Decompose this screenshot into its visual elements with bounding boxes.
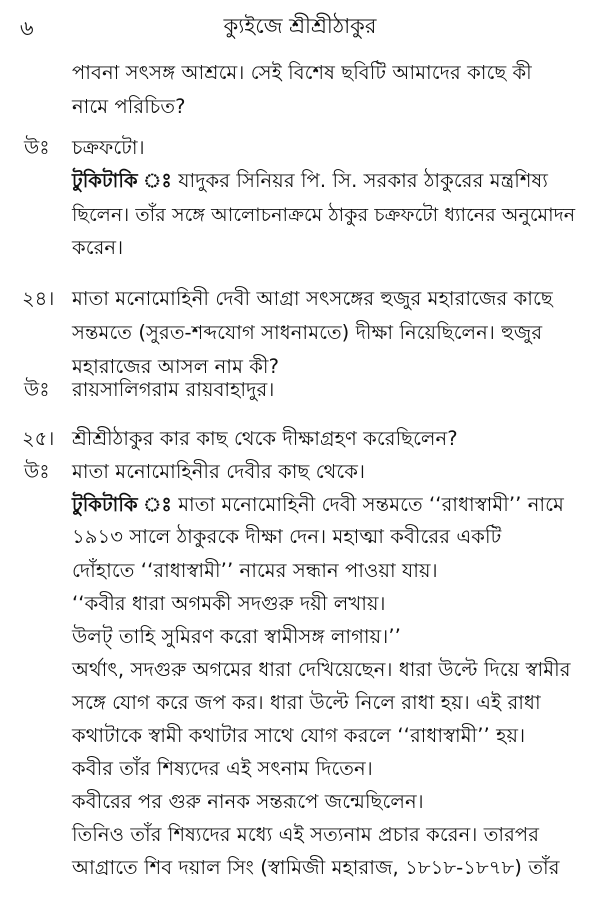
tidbit-25-line-2: ১৯১৩ সালে ঠাকুরকে দীক্ষা দেন। মহাত্মা কবীরের একটি [72, 525, 502, 548]
tidbit-23-line-1 [72, 166, 578, 196]
tidbit-25-line-12: আগ্রাতে শিব দয়াল সিং (স্বামিজী মহারাজ, ১৮১৮-১৮৭৮) তাঁর [72, 856, 560, 879]
answer-23-label: উঃ [24, 136, 50, 159]
page-number: ৬ [20, 16, 34, 40]
tidbit-23-line-3: করেন। [72, 236, 124, 259]
tidbit-25-line-8: কথাটাকে স্বামী কথাটার সাথে যোগ করলে ‘‘রাধাস্বামী’’ হয়। [72, 724, 526, 747]
answer-25-label: উঃ [24, 460, 50, 483]
tidbit-25-line-1-text: মাতা মনোমোহিনী দেবী সন্তমতে ‘‘রাধাস্বামী’’ নামে [171, 493, 564, 516]
tidbit-25-lead: টুকিটাকি ঃ [72, 493, 172, 516]
question-25-number: ২৫। [22, 427, 55, 450]
tidbit-23-lead: টুকিটাকি ঃ [72, 169, 172, 192]
tidbit-25-line-11: তিনিও তাঁর শিষ্যদের মধ্যে এই সত্যনাম প্রচার করেন। তারপর [72, 823, 540, 846]
question-24-line-3: মহারাজের আসল নাম কী? [72, 355, 280, 378]
tidbit-25-line-10: কবীরের পর গুরু নানক সন্তরূপে জন্মেছিলেন। [72, 790, 424, 813]
tidbit-25-line-3: দোঁহাতে ‘‘রাধাস্বামী’’ নামের সন্ধান পাওয়া যায়। [72, 559, 438, 582]
answer-24-text: রায়সালিগরাম রায়বাহাদুর। [72, 378, 275, 401]
tidbit-25-line-1 [72, 490, 578, 520]
tidbit-25-line-7: সঙ্গে যোগ করে জপ কর। ধারা উল্টে নিলে রাধা হয়। এই রাধা [72, 691, 541, 714]
question-24-line-2: সন্তমতে (সুরত-শব্দযোগ সাধনামতে) দীক্ষা নিয়েছিলেন। হুজুর [72, 321, 543, 344]
answer-24-label: উঃ [24, 378, 50, 401]
question-25-text: শ্রীশ্রীঠাকুর কার কাছ থেকে দীক্ষাগ্রহণ করেছিলেন? [72, 427, 458, 450]
question-23-line-1: পাবনা সৎসঙ্গ আশ্রমে। সেই বিশেষ ছবিটি আমাদের কাছে কী [72, 61, 532, 84]
question-24-line-1: মাতা মনোমোহিনী দেবী আগ্রা সৎসঙ্গের হুজুর মহারাজের কাছে [72, 287, 553, 310]
running-title: ক্যুইজে শ্রীশ্রীঠাকুর [223, 14, 377, 38]
tidbit-23-line-2: ছিলেন। তাঁর সঙ্গে আলোচনাক্রমে ঠাকুর চক্রফটো ধ্যানের অনুমোদন [72, 204, 576, 226]
verse-line-2: উলট্ তাহি সুমিরণ করো স্বামীসঙ্গ লাগায়।’’ [72, 625, 401, 648]
question-24-number: ২৪। [22, 287, 55, 310]
answer-25-text: মাতা মনোমোহিনীর দেবীর কাছ থেকে। [72, 460, 366, 483]
question-23-line-2: নামে পরিচিত? [72, 95, 186, 118]
tidbit-25-line-9: কবীর তাঁর শিষ্যদের এই সৎনাম দিতেন। [72, 757, 373, 780]
tidbit-23-line-1-text: যাদুকর সিনিয়র পি. সি. সরকার ঠাকুরের মন্ত্রশিষ্য [171, 169, 548, 192]
tidbit-25-line-6: অর্থাৎ, সদগুরু অগমের ধারা দেখিয়েছেন। ধারা উল্টে দিয়ে স্বামীর [72, 658, 571, 681]
verse-line-1: ‘‘কবীর ধারা অগমকী সদগুরু দয়ী লখায়। [72, 592, 386, 615]
answer-23-text: চক্রফটো। [72, 136, 145, 159]
